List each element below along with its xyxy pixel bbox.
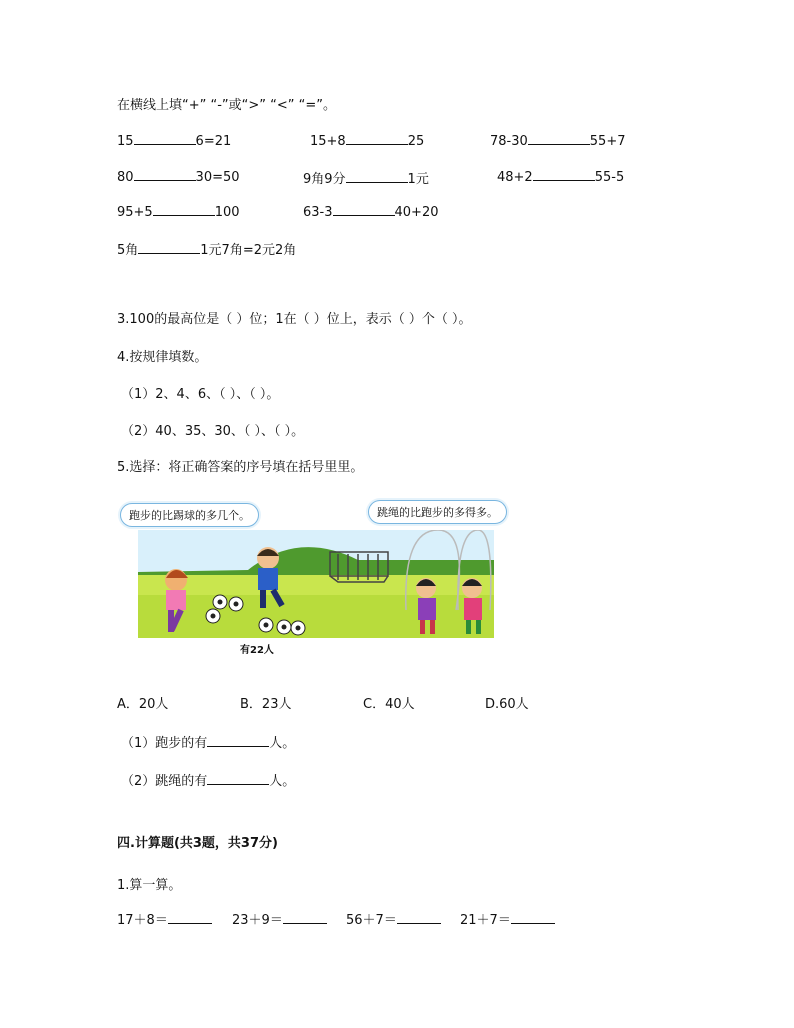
section-heading: 四.计算题(共3题，共37分): [117, 836, 278, 851]
fill-item: [303, 203, 439, 220]
section-4-question-1-title: 1.算一算。: [117, 878, 182, 893]
expr-left: 5角: [117, 243, 139, 258]
calc-item: [232, 909, 327, 928]
expr-right: 1元7角=2元2角: [200, 243, 297, 258]
answer-blank[interactable]: [511, 911, 555, 924]
illustration-caption: 有22人: [240, 645, 274, 656]
question-4-title: 4.按规律填数。: [117, 350, 208, 365]
calc-expression: 56＋7＝: [346, 913, 397, 928]
calc-expression: 17＋8＝: [117, 913, 168, 928]
calc-item: [460, 909, 555, 928]
answer-blank[interactable]: [346, 132, 408, 145]
fill-item: [117, 203, 240, 220]
sub-question-2: [121, 770, 295, 789]
expr-left: 9角9分: [303, 172, 346, 187]
fill-item: [117, 132, 231, 149]
sub-question-label: （2）跳绳的有: [121, 774, 208, 789]
instruction-text: 在横线上填“+” “-”或“>” “<” “=”。: [117, 98, 337, 113]
sub-question-1: [121, 732, 295, 751]
expr-right: 100: [214, 205, 240, 220]
answer-blank[interactable]: [207, 734, 269, 747]
expr-right: 40+20: [394, 205, 439, 220]
fill-item: [303, 168, 429, 187]
expr-left: 48+2: [497, 170, 533, 185]
speech-bubble-right: 跳绳的比跑步的多得多。: [368, 500, 507, 524]
answer-blank[interactable]: [168, 911, 212, 924]
expr-right: 55-5: [594, 170, 625, 185]
option-b: B．23人: [240, 697, 292, 712]
question-4-item-2: （2）40、35、30、（ ）、（ ）。: [121, 424, 305, 439]
expr-right: 30=50: [195, 170, 240, 185]
sub-question-suffix: 人。: [269, 774, 296, 789]
answer-blank[interactable]: [528, 132, 590, 145]
expr-right: 25: [407, 134, 425, 149]
answer-blank[interactable]: [533, 168, 595, 181]
sub-question-suffix: 人。: [269, 736, 296, 751]
expr-left: 78-30: [490, 134, 528, 149]
option-d: D.60人: [485, 697, 529, 712]
answer-blank[interactable]: [346, 170, 408, 183]
calc-expression: 23＋9＝: [232, 913, 283, 928]
expr-left: 80: [117, 170, 134, 185]
fill-item: [117, 239, 296, 258]
calc-expression: 21＋7＝: [460, 913, 511, 928]
fill-item: [117, 168, 240, 185]
playground-illustration: [138, 530, 494, 638]
answer-blank[interactable]: [134, 132, 196, 145]
answer-blank[interactable]: [207, 772, 269, 785]
calc-item: [346, 909, 441, 928]
answer-blank[interactable]: [333, 203, 395, 216]
question-3: 3.100的最高位是（ ）位；1在（ ）位上，表示（ ）个（ ）。: [117, 312, 472, 327]
option-a: A．20人: [117, 697, 169, 712]
expr-left: 15: [117, 134, 134, 149]
answer-blank[interactable]: [138, 241, 200, 254]
speech-bubble-left: 跑步的比踢球的多几个。: [120, 503, 259, 527]
sub-question-label: （1）跑步的有: [121, 736, 208, 751]
answer-blank[interactable]: [153, 203, 215, 216]
calc-item: [117, 909, 212, 928]
fill-item: [310, 132, 424, 149]
answer-blank[interactable]: [134, 168, 196, 181]
answer-blank[interactable]: [283, 911, 327, 924]
expr-left: 63-3: [303, 205, 333, 220]
answer-blank[interactable]: [397, 911, 441, 924]
expr-right: 6=21: [195, 134, 232, 149]
fill-item: [497, 168, 624, 185]
question-5-title: 5.选择：将正确答案的序号填在括号里里。: [117, 460, 364, 475]
expr-left: 95+5: [117, 205, 153, 220]
question-4-item-1: （1）2、4、6、（ ）、（ ）。: [121, 387, 280, 402]
fill-item: [490, 132, 626, 149]
expr-left: 15+8: [310, 134, 346, 149]
option-c: C．40人: [363, 697, 415, 712]
expr-right: 1元: [407, 172, 429, 187]
expr-right: 55+7: [589, 134, 626, 149]
